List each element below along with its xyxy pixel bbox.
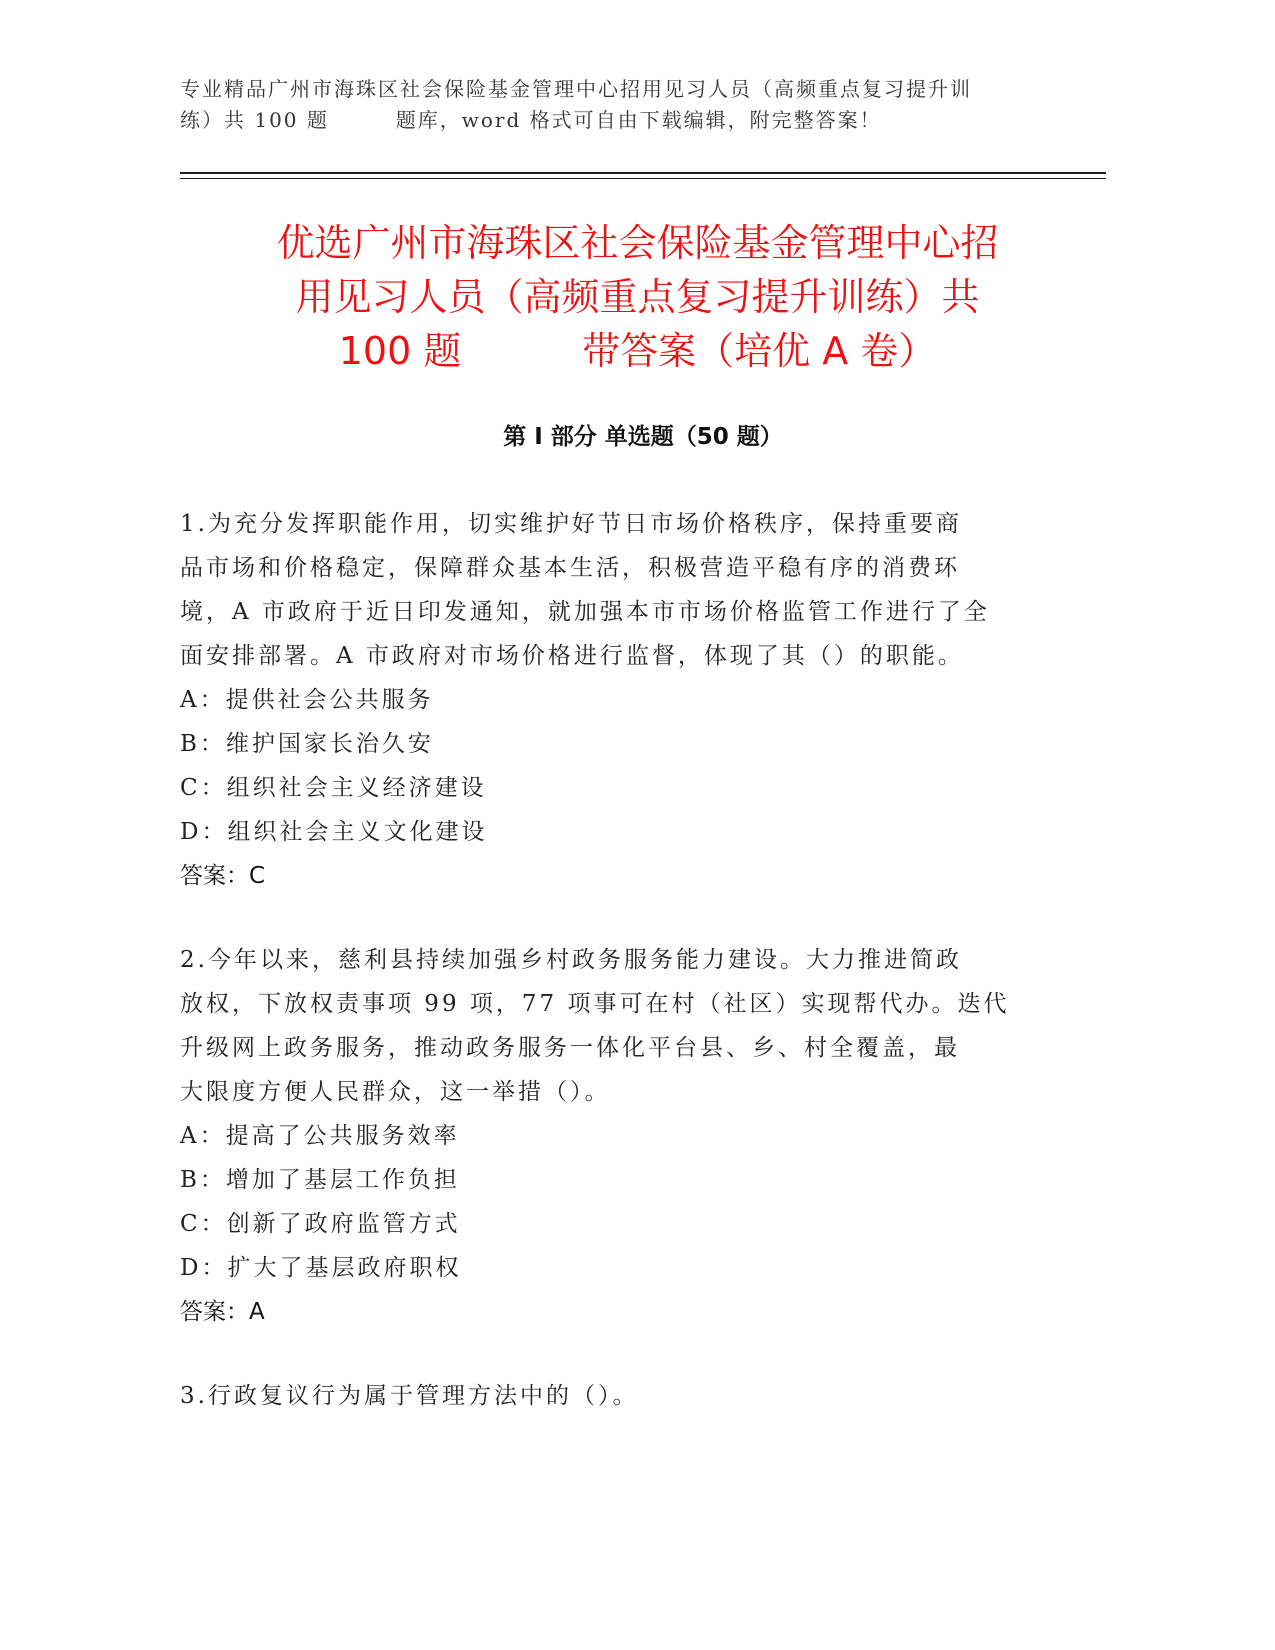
- question-stem-line: 3.行政复议行为属于管理方法中的（）。: [180, 1383, 639, 1409]
- title-line-2: 用见习人员（高频重点复习提升训练）共: [295, 275, 980, 319]
- option-c: C：组织社会主义经济建设: [180, 775, 487, 801]
- header-divider-thin: [180, 178, 1106, 179]
- option-d: D：扩大了基层政府职权: [180, 1255, 462, 1281]
- section-title: 第 I 部分 单选题（50 题）: [503, 424, 783, 450]
- header-divider-thick: [180, 172, 1106, 174]
- option-b: B：维护国家长治久安: [180, 731, 434, 757]
- answer-label: 答案：C: [180, 863, 266, 889]
- title-line-3: 100 题 带答案（培优 A 卷）: [338, 329, 937, 373]
- question-stem-line: 品市场和价格稳定，保障群众基本生活，积极营造平稳有序的消费环: [180, 555, 960, 581]
- question-3: [180, 1374, 1080, 1418]
- option-d: D：组织社会主义文化建设: [180, 819, 488, 845]
- document-header: [180, 74, 1060, 136]
- option-a: A：提供社会公共服务: [180, 687, 434, 713]
- header-line-2: 练）共 100 题 题库，word 格式可自由下载编辑，附完整答案！: [180, 108, 882, 132]
- question-stem-line: 面安排部署。A 市政府对市场价格进行监督，体现了其（）的职能。: [180, 643, 964, 669]
- answer-label: 答案：A: [180, 1299, 265, 1325]
- question-2: [180, 938, 1080, 1334]
- question-stem-line: 境，A 市政府于近日印发通知，就加强本市市场价格监管工作进行了全: [180, 599, 990, 625]
- question-stem-line: 放权，下放权责事项 99 项，77 项事可在村（社区）实现帮代办。迭代: [180, 991, 1010, 1017]
- question-stem-line: 2.今年以来，慈利县持续加强乡村政务服务能力建设。大力推进简政: [180, 947, 962, 973]
- title-line-1: 优选广州市海珠区社会保险基金管理中心招: [276, 221, 999, 265]
- question-stem-line: 1.为充分发挥职能作用，切实维护好节日市场价格秩序，保持重要商: [180, 511, 962, 537]
- document-title: [150, 216, 1125, 378]
- question-1: [180, 502, 1080, 898]
- option-a: A：提高了公共服务效率: [180, 1123, 460, 1149]
- option-c: C：创新了政府监管方式: [180, 1211, 461, 1237]
- option-b: B：增加了基层工作负担: [180, 1167, 460, 1193]
- header-line-1: 专业精品广州市海珠区社会保险基金管理中心招用见习人员（高频重点复习提升训: [180, 77, 972, 101]
- question-stem-line: 大限度方便人民群众，这一举措（）。: [180, 1079, 611, 1105]
- question-stem-line: 升级网上政务服务，推动政务服务一体化平台县、乡、村全覆盖，最: [180, 1035, 960, 1061]
